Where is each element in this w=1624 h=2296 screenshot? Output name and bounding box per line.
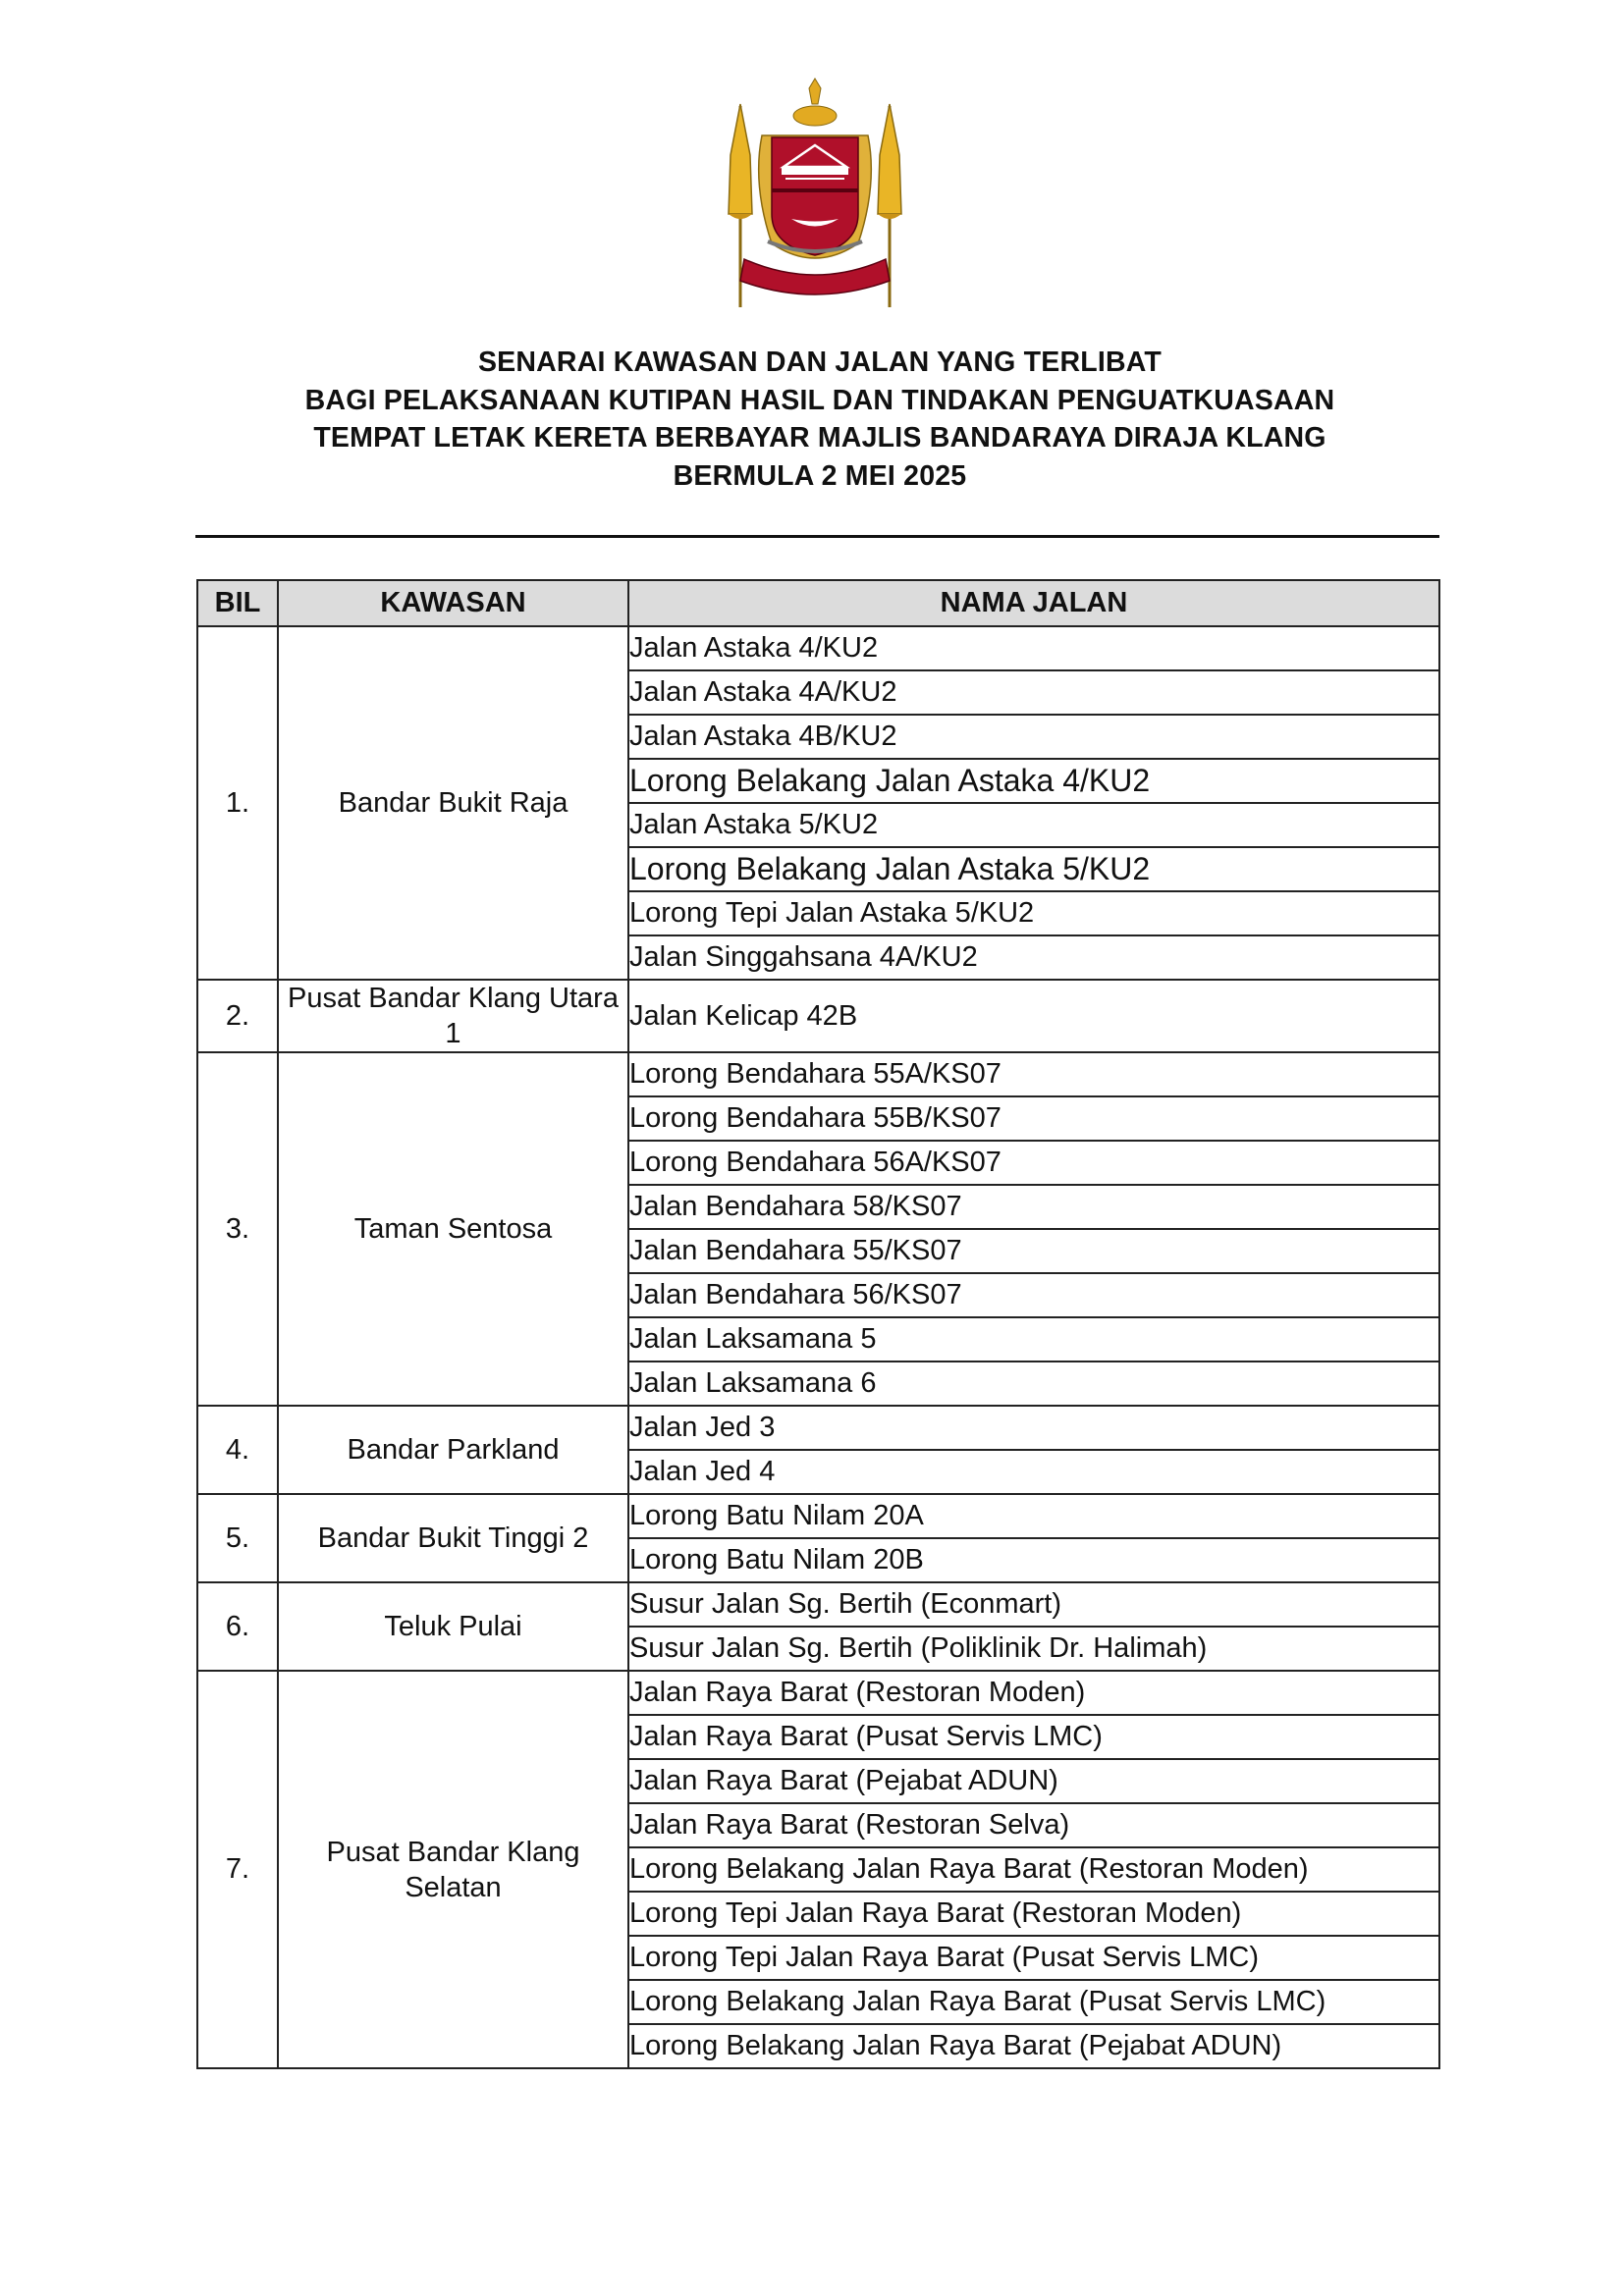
nama-jalan-cell: Lorong Tepi Jalan Astaka 5/KU2 <box>628 891 1439 935</box>
nama-jalan-cell: Lorong Batu Nilam 20B <box>628 1538 1439 1582</box>
nama-jalan-cell: Susur Jalan Sg. Bertih (Poliklinik Dr. Halimah) <box>628 1627 1439 1671</box>
streets-table <box>196 579 1440 2069</box>
table-row <box>197 980 1439 1052</box>
nama-jalan-cell: Jalan Bendahara 55/KS07 <box>628 1229 1439 1273</box>
table-row <box>197 1582 1439 1627</box>
nama-jalan-cell: Lorong Tepi Jalan Raya Barat (Pusat Servis LMC) <box>628 1936 1439 1980</box>
title-line-2: BAGI PELAKSANAAN KUTIPAN HASIL DAN TINDAKAN PENGUATKUASAAN <box>304 384 1335 416</box>
nama-jalan-cell: Lorong Belakang Jalan Astaka 5/KU2 <box>628 847 1439 891</box>
header-kawasan: KAWASAN <box>278 580 628 626</box>
bil-cell: 1. <box>197 626 278 980</box>
nama-jalan-cell: Lorong Belakang Jalan Raya Barat (Pusat Servis LMC) <box>628 1980 1439 2024</box>
bil-cell: 2. <box>197 980 278 1052</box>
nama-jalan-cell: Lorong Bendahara 56A/KS07 <box>628 1141 1439 1185</box>
title-line-1: SENARAI KAWASAN DAN JALAN YANG TERLIBAT <box>477 347 1163 378</box>
kawasan-cell: Taman Sentosa <box>278 1052 628 1406</box>
table-header-row <box>197 580 1439 626</box>
nama-jalan-cell: Lorong Belakang Jalan Raya Barat (Restoran Moden) <box>628 1847 1439 1892</box>
nama-jalan-cell: Lorong Bendahara 55A/KS07 <box>628 1052 1439 1096</box>
nama-jalan-cell: Jalan Laksamana 5 <box>628 1317 1439 1362</box>
nama-jalan-cell: Lorong Belakang Jalan Astaka 4/KU2 <box>628 759 1439 803</box>
kawasan-cell: Bandar Bukit Raja <box>278 626 628 980</box>
nama-jalan-cell: Jalan Astaka 4A/KU2 <box>628 670 1439 715</box>
bil-cell: 4. <box>197 1406 278 1494</box>
kawasan-cell: Pusat Bandar Klang Utara 1 <box>278 980 628 1052</box>
table-body <box>197 626 1439 2068</box>
bil-cell: 6. <box>197 1582 278 1671</box>
header-nama-jalan: NAMA JALAN <box>628 580 1439 626</box>
nama-jalan-cell: Jalan Astaka 4B/KU2 <box>628 715 1439 759</box>
nama-jalan-cell: Lorong Belakang Jalan Raya Barat (Pejabat ADUN) <box>628 2024 1439 2068</box>
nama-jalan-cell: Jalan Singgahsana 4A/KU2 <box>628 935 1439 980</box>
kawasan-cell: Teluk Pulai <box>278 1582 628 1671</box>
table-row <box>197 1494 1439 1538</box>
bil-cell: 5. <box>197 1494 278 1582</box>
nama-jalan-cell: Jalan Jed 3 <box>628 1406 1439 1450</box>
nama-jalan-cell: Jalan Raya Barat (Restoran Moden) <box>628 1671 1439 1715</box>
nama-jalan-cell: Jalan Jed 4 <box>628 1450 1439 1494</box>
nama-jalan-cell: Jalan Raya Barat (Pusat Servis LMC) <box>628 1715 1439 1759</box>
table-row <box>197 1671 1439 1715</box>
nama-jalan-cell: Jalan Astaka 5/KU2 <box>628 803 1439 847</box>
document-title <box>196 344 1443 495</box>
nama-jalan-cell: Jalan Astaka 4/KU2 <box>628 626 1439 670</box>
kawasan-cell: Bandar Parkland <box>278 1406 628 1494</box>
header-bil: BIL <box>197 580 278 626</box>
title-line-4: BERMULA 2 MEI 2025 <box>673 459 967 492</box>
nama-jalan-cell: Jalan Laksamana 6 <box>628 1362 1439 1406</box>
mbdk-emblem-logo <box>723 77 907 310</box>
nama-jalan-cell: Jalan Raya Barat (Restoran Selva) <box>628 1803 1439 1847</box>
table-row <box>197 1052 1439 1096</box>
nama-jalan-cell: Lorong Bendahara 55B/KS07 <box>628 1096 1439 1141</box>
nama-jalan-cell: Jalan Raya Barat (Pejabat ADUN) <box>628 1759 1439 1803</box>
bil-cell: 3. <box>197 1052 278 1406</box>
nama-jalan-cell: Jalan Kelicap 42B <box>628 980 1439 1052</box>
title-divider <box>195 535 1439 538</box>
nama-jalan-cell: Lorong Tepi Jalan Raya Barat (Restoran Moden) <box>628 1892 1439 1936</box>
nama-jalan-cell: Susur Jalan Sg. Bertih (Econmart) <box>628 1582 1439 1627</box>
bil-cell: 7. <box>197 1671 278 2068</box>
kawasan-cell: Pusat Bandar Klang Selatan <box>278 1671 628 2068</box>
title-line-3: TEMPAT LETAK KERETA BERBAYAR MAJLIS BANDARAYA DIRAJA KLANG <box>313 422 1326 454</box>
nama-jalan-cell: Jalan Bendahara 58/KS07 <box>628 1185 1439 1229</box>
table-row <box>197 1406 1439 1450</box>
table-row <box>197 626 1439 670</box>
nama-jalan-cell: Jalan Bendahara 56/KS07 <box>628 1273 1439 1317</box>
nama-jalan-cell: Lorong Batu Nilam 20A <box>628 1494 1439 1538</box>
kawasan-cell: Bandar Bukit Tinggi 2 <box>278 1494 628 1582</box>
